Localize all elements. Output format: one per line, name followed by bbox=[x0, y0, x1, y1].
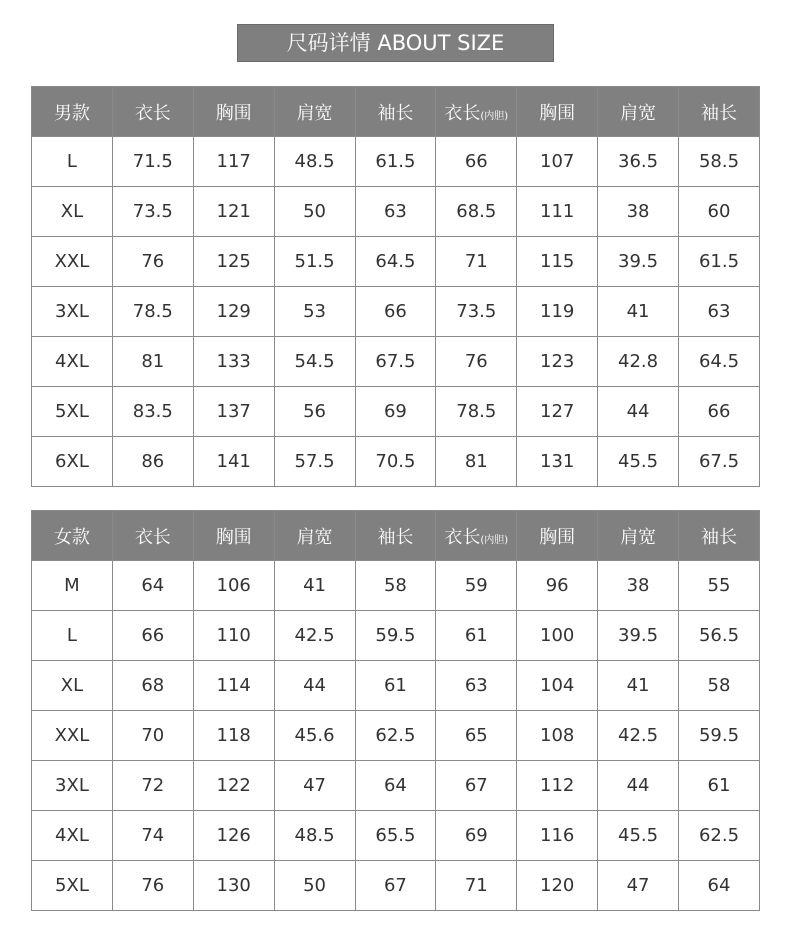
measurement-cell: 47 bbox=[598, 861, 679, 911]
men-header-row bbox=[32, 87, 760, 137]
measurement-cell: 50 bbox=[274, 187, 355, 237]
measurement-cell: 122 bbox=[193, 761, 274, 811]
measurement-cell: 41 bbox=[274, 561, 355, 611]
size-label-cell: XL bbox=[32, 187, 113, 237]
women-header-inner-length-label: 衣长 bbox=[444, 526, 481, 548]
measurement-cell: 63 bbox=[679, 287, 760, 337]
men-header-inner-chest: 胸围 bbox=[517, 87, 598, 137]
measurement-cell: 73.5 bbox=[436, 287, 517, 337]
measurement-cell: 70.5 bbox=[355, 437, 436, 487]
women-header-inner-chest: 胸围 bbox=[517, 511, 598, 561]
size-label-cell: L bbox=[32, 137, 113, 187]
measurement-cell: 72 bbox=[112, 761, 193, 811]
measurement-cell: 61 bbox=[679, 761, 760, 811]
measurement-cell: 58 bbox=[355, 561, 436, 611]
measurement-cell: 63 bbox=[436, 661, 517, 711]
measurement-cell: 65 bbox=[436, 711, 517, 761]
table-row bbox=[32, 237, 760, 287]
measurement-cell: 73.5 bbox=[112, 187, 193, 237]
measurement-cell: 44 bbox=[598, 387, 679, 437]
size-label-cell: XXL bbox=[32, 237, 113, 287]
measurement-cell: 45.6 bbox=[274, 711, 355, 761]
measurement-cell: 119 bbox=[517, 287, 598, 337]
measurement-cell: 116 bbox=[517, 811, 598, 861]
measurement-cell: 133 bbox=[193, 337, 274, 387]
measurement-cell: 74 bbox=[112, 811, 193, 861]
size-label-cell: 4XL bbox=[32, 811, 113, 861]
women-table-body bbox=[32, 561, 760, 911]
measurement-cell: 71 bbox=[436, 237, 517, 287]
measurement-cell: 58.5 bbox=[679, 137, 760, 187]
measurement-cell: 64.5 bbox=[679, 337, 760, 387]
measurement-cell: 63 bbox=[355, 187, 436, 237]
measurement-cell: 141 bbox=[193, 437, 274, 487]
measurement-cell: 56.5 bbox=[679, 611, 760, 661]
measurement-cell: 107 bbox=[517, 137, 598, 187]
size-label-cell: XL bbox=[32, 661, 113, 711]
measurement-cell: 44 bbox=[274, 661, 355, 711]
measurement-cell: 121 bbox=[193, 187, 274, 237]
measurement-cell: 70 bbox=[112, 711, 193, 761]
women-header-chest: 胸围 bbox=[193, 511, 274, 561]
women-header-inner-shoulder: 肩宽 bbox=[598, 511, 679, 561]
women-header-inner-sleeve: 袖长 bbox=[679, 511, 760, 561]
measurement-cell: 123 bbox=[517, 337, 598, 387]
measurement-cell: 66 bbox=[355, 287, 436, 337]
measurement-cell: 45.5 bbox=[598, 811, 679, 861]
measurement-cell: 44 bbox=[598, 761, 679, 811]
measurement-cell: 58 bbox=[679, 661, 760, 711]
measurement-cell: 66 bbox=[436, 137, 517, 187]
measurement-cell: 127 bbox=[517, 387, 598, 437]
page-title: 尺码详情 ABOUT SIZE bbox=[237, 24, 554, 62]
measurement-cell: 115 bbox=[517, 237, 598, 287]
measurement-cell: 114 bbox=[193, 661, 274, 711]
women-header-size: 女款 bbox=[32, 511, 113, 561]
measurement-cell: 67 bbox=[355, 861, 436, 911]
measurement-cell: 126 bbox=[193, 811, 274, 861]
measurement-cell: 76 bbox=[436, 337, 517, 387]
measurement-cell: 71 bbox=[436, 861, 517, 911]
women-size-table bbox=[31, 510, 760, 911]
measurement-cell: 65.5 bbox=[355, 811, 436, 861]
measurement-cell: 83.5 bbox=[112, 387, 193, 437]
measurement-cell: 130 bbox=[193, 861, 274, 911]
measurement-cell: 78.5 bbox=[436, 387, 517, 437]
table-row bbox=[32, 437, 760, 487]
measurement-cell: 137 bbox=[193, 387, 274, 437]
measurement-cell: 60 bbox=[679, 187, 760, 237]
measurement-cell: 131 bbox=[517, 437, 598, 487]
table-row bbox=[32, 287, 760, 337]
measurement-cell: 81 bbox=[436, 437, 517, 487]
measurement-cell: 64 bbox=[112, 561, 193, 611]
measurement-cell: 59 bbox=[436, 561, 517, 611]
measurement-cell: 59.5 bbox=[679, 711, 760, 761]
measurement-cell: 76 bbox=[112, 237, 193, 287]
women-header-sleeve: 袖长 bbox=[355, 511, 436, 561]
measurement-cell: 50 bbox=[274, 861, 355, 911]
men-header-chest: 胸围 bbox=[193, 87, 274, 137]
size-label-cell: 6XL bbox=[32, 437, 113, 487]
measurement-cell: 117 bbox=[193, 137, 274, 187]
measurement-cell: 48.5 bbox=[274, 137, 355, 187]
women-header-length: 衣长 bbox=[112, 511, 193, 561]
size-label-cell: L bbox=[32, 611, 113, 661]
table-row bbox=[32, 137, 760, 187]
men-size-table bbox=[31, 86, 760, 487]
measurement-cell: 55 bbox=[679, 561, 760, 611]
measurement-cell: 45.5 bbox=[598, 437, 679, 487]
men-inner-note: (内胆) bbox=[480, 110, 509, 122]
measurement-cell: 68.5 bbox=[436, 187, 517, 237]
measurement-cell: 108 bbox=[517, 711, 598, 761]
size-label-cell: 3XL bbox=[32, 761, 113, 811]
measurement-cell: 38 bbox=[598, 561, 679, 611]
measurement-cell: 54.5 bbox=[274, 337, 355, 387]
measurement-cell: 86 bbox=[112, 437, 193, 487]
measurement-cell: 62.5 bbox=[355, 711, 436, 761]
measurement-cell: 68 bbox=[112, 661, 193, 711]
measurement-cell: 64.5 bbox=[355, 237, 436, 287]
men-header-inner-shoulder: 肩宽 bbox=[598, 87, 679, 137]
table-row bbox=[32, 811, 760, 861]
measurement-cell: 39.5 bbox=[598, 237, 679, 287]
table-row bbox=[32, 711, 760, 761]
women-header-row bbox=[32, 511, 760, 561]
measurement-cell: 59.5 bbox=[355, 611, 436, 661]
measurement-cell: 62.5 bbox=[679, 811, 760, 861]
measurement-cell: 53 bbox=[274, 287, 355, 337]
measurement-cell: 69 bbox=[355, 387, 436, 437]
measurement-cell: 120 bbox=[517, 861, 598, 911]
measurement-cell: 71.5 bbox=[112, 137, 193, 187]
measurement-cell: 104 bbox=[517, 661, 598, 711]
men-header-inner-length-label: 衣长 bbox=[444, 102, 481, 124]
size-label-cell: 3XL bbox=[32, 287, 113, 337]
measurement-cell: 42.5 bbox=[274, 611, 355, 661]
men-header-size: 男款 bbox=[32, 87, 113, 137]
measurement-cell: 111 bbox=[517, 187, 598, 237]
size-label-cell: 4XL bbox=[32, 337, 113, 387]
table-row bbox=[32, 337, 760, 387]
measurement-cell: 100 bbox=[517, 611, 598, 661]
men-table-body bbox=[32, 137, 760, 487]
measurement-cell: 110 bbox=[193, 611, 274, 661]
measurement-cell: 61.5 bbox=[355, 137, 436, 187]
measurement-cell: 67.5 bbox=[355, 337, 436, 387]
measurement-cell: 61 bbox=[436, 611, 517, 661]
measurement-cell: 118 bbox=[193, 711, 274, 761]
men-header-length: 衣长 bbox=[112, 87, 193, 137]
measurement-cell: 112 bbox=[517, 761, 598, 811]
measurement-cell: 61 bbox=[355, 661, 436, 711]
measurement-cell: 66 bbox=[679, 387, 760, 437]
measurement-cell: 106 bbox=[193, 561, 274, 611]
men-header-sleeve: 袖长 bbox=[355, 87, 436, 137]
measurement-cell: 51.5 bbox=[274, 237, 355, 287]
measurement-cell: 67 bbox=[436, 761, 517, 811]
measurement-cell: 39.5 bbox=[598, 611, 679, 661]
measurement-cell: 42.8 bbox=[598, 337, 679, 387]
measurement-cell: 125 bbox=[193, 237, 274, 287]
men-header-inner-length bbox=[436, 87, 517, 137]
men-header-inner-sleeve: 袖长 bbox=[679, 87, 760, 137]
measurement-cell: 81 bbox=[112, 337, 193, 387]
measurement-cell: 41 bbox=[598, 287, 679, 337]
size-label-cell: M bbox=[32, 561, 113, 611]
measurement-cell: 61.5 bbox=[679, 237, 760, 287]
measurement-cell: 48.5 bbox=[274, 811, 355, 861]
measurement-cell: 64 bbox=[679, 861, 760, 911]
measurement-cell: 56 bbox=[274, 387, 355, 437]
table-row bbox=[32, 611, 760, 661]
measurement-cell: 36.5 bbox=[598, 137, 679, 187]
measurement-cell: 129 bbox=[193, 287, 274, 337]
men-header-shoulder: 肩宽 bbox=[274, 87, 355, 137]
measurement-cell: 47 bbox=[274, 761, 355, 811]
table-row bbox=[32, 861, 760, 911]
measurement-cell: 96 bbox=[517, 561, 598, 611]
table-row bbox=[32, 387, 760, 437]
measurement-cell: 41 bbox=[598, 661, 679, 711]
measurement-cell: 78.5 bbox=[112, 287, 193, 337]
size-label-cell: 5XL bbox=[32, 387, 113, 437]
measurement-cell: 67.5 bbox=[679, 437, 760, 487]
measurement-cell: 57.5 bbox=[274, 437, 355, 487]
table-row bbox=[32, 761, 760, 811]
measurement-cell: 42.5 bbox=[598, 711, 679, 761]
women-inner-note: (内胆) bbox=[480, 534, 509, 546]
women-header-shoulder: 肩宽 bbox=[274, 511, 355, 561]
table-row bbox=[32, 187, 760, 237]
measurement-cell: 66 bbox=[112, 611, 193, 661]
table-row bbox=[32, 561, 760, 611]
size-label-cell: XXL bbox=[32, 711, 113, 761]
measurement-cell: 76 bbox=[112, 861, 193, 911]
measurement-cell: 38 bbox=[598, 187, 679, 237]
size-label-cell: 5XL bbox=[32, 861, 113, 911]
measurement-cell: 64 bbox=[355, 761, 436, 811]
measurement-cell: 69 bbox=[436, 811, 517, 861]
women-header-inner-length bbox=[436, 511, 517, 561]
table-row bbox=[32, 661, 760, 711]
